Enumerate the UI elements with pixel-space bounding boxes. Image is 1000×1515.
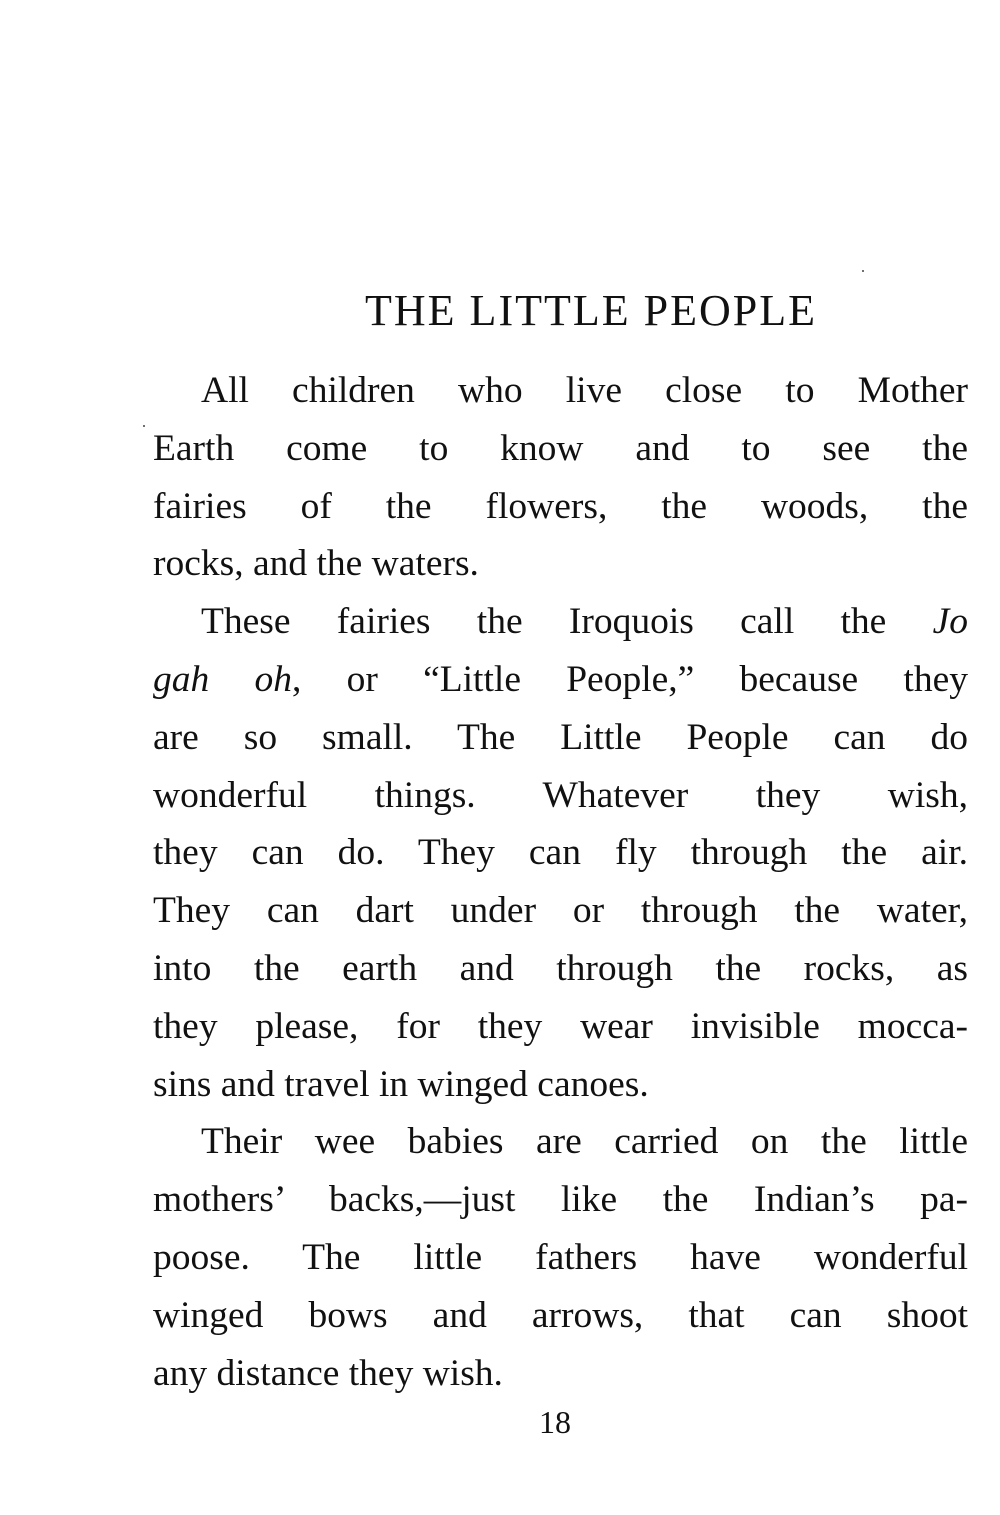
paragraph-1-line-3: fairies of the flowers, the woods, the <box>153 485 968 527</box>
paragraph-2-line-6: They can dart under or through the water, <box>153 890 968 932</box>
paragraph-2-line-2-italic: gah oh <box>153 658 292 700</box>
paragraph-2-line-9: sins and travel in winged canoes. <box>153 1063 649 1105</box>
print-speck <box>862 270 864 272</box>
paragraph-2-line-1-text: These fairies the Iroquois call the <box>201 601 933 643</box>
paragraph-1-line-1: All children who live close to Mother <box>201 370 968 411</box>
paragraph-2-line-7: into the earth and through the rocks, as <box>153 947 968 989</box>
paragraph-1-line-4: rocks, and the waters. <box>153 543 479 585</box>
paragraph-2-line-1 <box>153 593 968 651</box>
chapter-title: THE LITTLE PEOPLE <box>365 286 817 335</box>
paragraph-3-line-1: Their wee babies are carried on the little <box>201 1121 968 1163</box>
paragraph-2-line-1-italic: Jo <box>932 601 968 643</box>
paragraph-3-line-2: mothers’ backs,—just like the Indian’s pa- <box>153 1179 968 1221</box>
page-number: 18 <box>539 1404 571 1440</box>
paragraph-2-line-5: they can do. They can fly through the air. <box>153 832 968 874</box>
body-text <box>153 362 968 1402</box>
paragraph-3-line-4: winged bows and arrows, that can shoot <box>153 1294 968 1336</box>
paragraph-1-line-2: Earth come to know and to see the <box>153 427 968 469</box>
paragraph-2-line-3: are so small. The Little People can do <box>153 716 968 758</box>
paragraph-2-line-2 <box>153 651 968 709</box>
paragraph-2-line-4: wonderful things. Whatever they wish, <box>153 774 968 816</box>
paragraph-3-line-5: any distance they wish. <box>153 1352 503 1394</box>
paragraph-2-line-2-text: , or “Little People,” because they <box>292 658 968 700</box>
paragraph-2-line-8: they please, for they wear invisible mocca- <box>153 1005 968 1047</box>
print-speck <box>143 425 145 427</box>
paragraph-3-line-3: poose. The little fathers have wonderful <box>153 1236 968 1278</box>
